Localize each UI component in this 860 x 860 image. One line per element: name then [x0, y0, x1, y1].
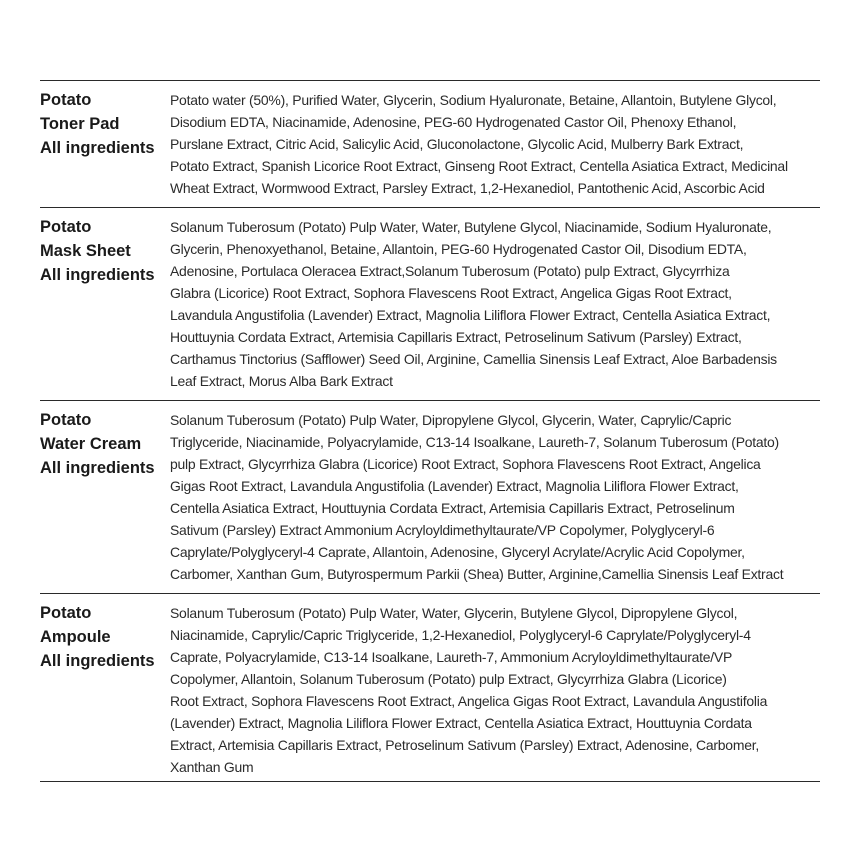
ingredients-line: Adenosine, Portulaca Oleracea Extract,Solanum Tuberosum (Potato) pulp Extract, Glycyrrhiza [170, 263, 730, 279]
ingredients-line: Solanum Tuberosum (Potato) Pulp Water, Water, Butylene Glycol, Niacinamide, Sodium Hyaluronate, [170, 219, 772, 235]
product-name-line: Toner Pad [40, 115, 120, 133]
ingredients-line: Leaf Extract, Morus Alba Bark Extract [170, 373, 393, 389]
product-name-line: Water Cream [40, 435, 142, 453]
product-row-mask-sheet [40, 207, 820, 400]
ingredients-line: Disodium EDTA, Niacinamide, Adenosine, PEG-60 Hydrogenated Castor Oil, Phenoxy Ethanol, [170, 114, 737, 130]
product-name [40, 408, 168, 480]
ingredients-line: Lavandula Angustifolia (Lavender) Extract, Magnolia Liliflora Flower Extract, Centella Asiatica Extract, [170, 307, 771, 323]
ingredients-line: Triglyceride, Niacinamide, Polyacrylamide, C13-14 Isoalkane, Laureth-7, Solanum Tuberosum (Potato) [170, 434, 779, 450]
ingredients-list [170, 216, 860, 392]
product-row-ampoule [40, 593, 820, 782]
ingredients-line: (Lavender) Extract, Magnolia Liliflora Flower Extract, Centella Asiatica Extract, Houttuynia Cordata [170, 715, 752, 731]
ingredients-line: Solanum Tuberosum (Potato) Pulp Water, Water, Glycerin, Butylene Glycol, Dipropylene Glycol, [170, 605, 738, 621]
ingredients-table [40, 80, 820, 782]
product-name-line: Potato [40, 91, 92, 109]
product-name [40, 88, 168, 160]
ingredients-line: Glycerin, Phenoxyethanol, Betaine, Allantoin, PEG-60 Hydrogenated Castor Oil, Disodium EDTA, [170, 241, 747, 257]
ingredients-line: Purslane Extract, Citric Acid, Salicylic Acid, Gluconolactone, Glycolic Acid, Mulberry Bark Extract, [170, 136, 744, 152]
product-name [40, 601, 168, 673]
product-name-line: Mask Sheet [40, 242, 131, 260]
ingredients-line: Wheat Extract, Wormwood Extract, Parsley Extract, 1,2-Hexanediol, Pantothenic Acid, Ascorbic Acid [170, 180, 765, 196]
product-row-water-cream [40, 400, 820, 593]
ingredients-line: Houttuynia Cordata Extract, Artemisia Capillaris Extract, Petroselinum Sativum (Parsley) Extract, [170, 329, 742, 345]
ingredients-line: Glabra (Licorice) Root Extract, Sophora Flavescens Root Extract, Angelica Gigas Root Extract, [170, 285, 732, 301]
ingredients-line: Xanthan Gum [170, 759, 254, 775]
ingredients-line: Root Extract, Sophora Flavescens Root Extract, Angelica Gigas Root Extract, Lavandula Angustifolia [170, 693, 768, 709]
ingredients-line: Extract, Artemisia Capillaris Extract, Petroselinum Sativum (Parsley) Extract, Adenosine, Carbomer, [170, 737, 759, 753]
ingredients-line: Caprate, Polyacrylamide, C13-14 Isoalkane, Laureth-7, Ammonium Acryloyldimethyltaurate/VP [170, 649, 733, 665]
product-name-line: All ingredients [40, 652, 155, 670]
product-name-line: All ingredients [40, 266, 155, 284]
ingredients-line: Centella Asiatica Extract, Houttuynia Cordata Extract, Artemisia Capillaris Extract, Petroselinum [170, 500, 735, 516]
product-name-line: All ingredients [40, 139, 155, 157]
ingredients-line: pulp Extract, Glycyrrhiza Glabra (Licorice) Root Extract, Sophora Flavescens Root Extract, Angelica [170, 456, 761, 472]
ingredients-line: Solanum Tuberosum (Potato) Pulp Water, Dipropylene Glycol, Glycerin, Water, Caprylic/Capric [170, 412, 732, 428]
ingredients-list [170, 89, 860, 199]
ingredients-line: Gigas Root Extract, Lavandula Angustifolia (Lavender) Extract, Magnolia Liliflora Flower Extract, [170, 478, 739, 494]
product-name-line: Potato [40, 604, 92, 622]
product-name-line: Potato [40, 411, 92, 429]
product-row-toner-pad [40, 80, 820, 207]
ingredients-line: Potato water (50%), Purified Water, Glycerin, Sodium Hyaluronate, Betaine, Allantoin, Butylene Glycol, [170, 92, 777, 108]
product-name [40, 215, 168, 287]
ingredients-line: Sativum (Parsley) Extract Ammonium Acryloyldimethyltaurate/VP Copolymer, Polyglyceryl-6 [170, 522, 715, 538]
ingredients-line: Carbomer, Xanthan Gum, Butyrospermum Parkii (Shea) Butter, Arginine,Camellia Sinensis Leaf Extract [170, 566, 784, 582]
ingredients-line: Potato Extract, Spanish Licorice Root Extract, Ginseng Root Extract, Centella Asiatica Extract, Medicinal [170, 158, 788, 174]
product-name-line: Ampoule [40, 628, 111, 646]
ingredients-line: Niacinamide, Caprylic/Capric Triglyceride, 1,2-Hexanediol, Polyglyceryl-6 Caprylate/Polyglyceryl-4 [170, 627, 751, 643]
product-name-line: All ingredients [40, 459, 155, 477]
ingredients-line: Copolymer, Allantoin, Solanum Tuberosum (Potato) pulp Extract, Glycyrrhiza Glabra (Licorice) [170, 671, 727, 687]
ingredients-line: Carthamus Tinctorius (Safflower) Seed Oil, Arginine, Camellia Sinensis Leaf Extract, Aloe Barbadensis [170, 351, 777, 367]
ingredients-list [170, 409, 860, 585]
ingredients-line: Caprylate/Polyglyceryl-4 Caprate, Allantoin, Adenosine, Glyceryl Acrylate/Acrylic Acid Copolymer, [170, 544, 745, 560]
product-name-line: Potato [40, 218, 92, 236]
ingredients-list [170, 602, 860, 778]
